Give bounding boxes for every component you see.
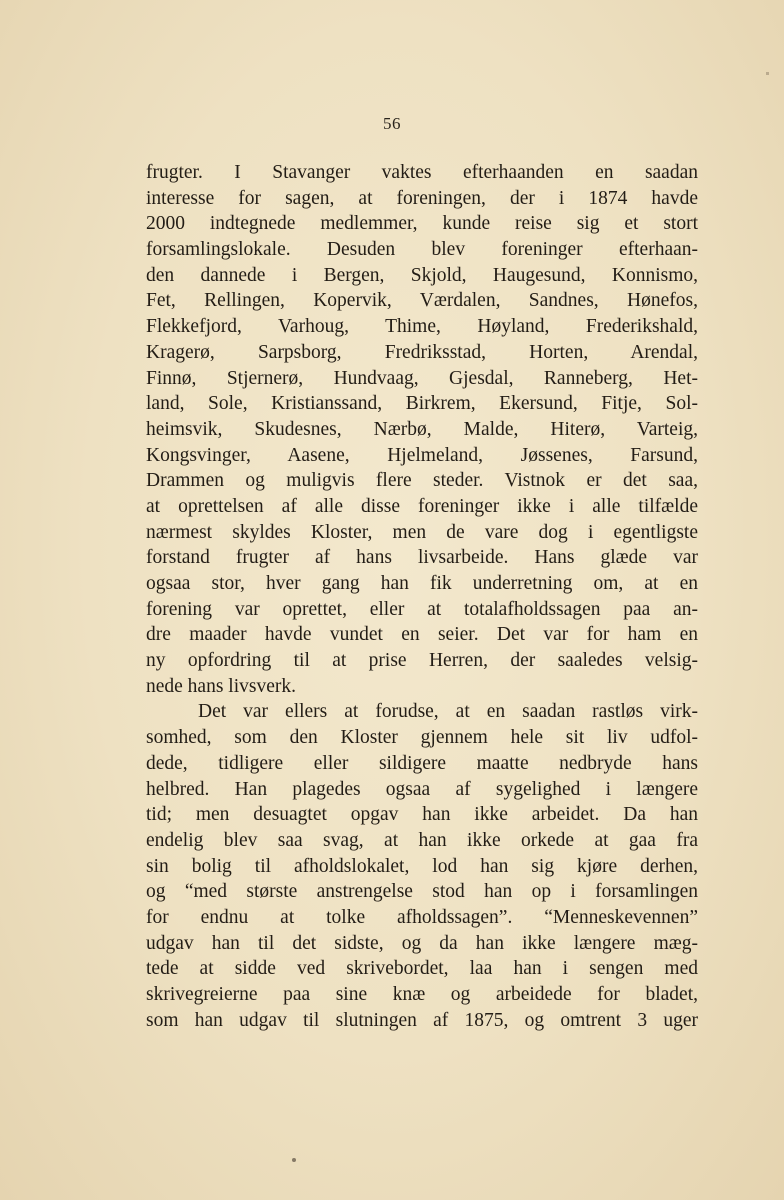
text-line: dre maader havde vundet en seier. Det var for ham en: [146, 624, 698, 646]
text-line: for endnu at tolke afholdssagen”. “Menneskevennen”: [146, 906, 698, 928]
page-number: 56: [383, 114, 401, 133]
text-line: den dannede i Bergen, Skjold, Haugesund, Konnismo,: [146, 264, 698, 286]
text-line: Kongsvinger, Aasene, Hjelmeland, Jøssenes, Farsund,: [146, 444, 698, 466]
text-line: frugter. I Stavanger vaktes efterhaanden en saadan: [146, 162, 698, 183]
text-line: land, Sole, Kristianssand, Birkrem, Ekersund, Fitje, Sol-: [146, 393, 698, 415]
text-line: Finnø, Stjernerø, Hundvaag, Gjesdal, Ranneberg, Het-: [146, 367, 698, 389]
text-line: somhed, som den Kloster gjennem hele sit liv udfol-: [146, 727, 698, 749]
text-line: forening var oprettet, eller at totalafholdssagen paa an-: [146, 598, 698, 620]
text-line: interesse for sagen, at foreningen, der i 1874 havde: [146, 187, 698, 209]
text-line: Kragerø, Sarpsborg, Fredriksstad, Horten, Arendal,: [146, 341, 698, 363]
text-line: helbred. Han plagedes ogsaa af sygelighed i længere: [146, 778, 698, 800]
text-line: Drammen og muligvis flere steder. Vistnok er det saa,: [146, 470, 698, 492]
text-line: udgav han til det sidste, og da han ikke længere mæg-: [146, 932, 698, 954]
text-line: endelig blev saa svag, at han ikke orkede at gaa fra: [146, 829, 698, 851]
text-line: tede at sidde ved skrivebordet, laa han i sengen med: [146, 958, 698, 980]
text-line: heimsvik, Skudesnes, Nærbø, Malde, Hiterø, Varteig,: [146, 418, 698, 440]
text-line: dede, tidligere eller sildigere maatte nedbryde hans: [146, 752, 698, 774]
text-line: forsamlingslokale. Desuden blev foreninger efterhaan-: [146, 239, 698, 261]
text-line: nærmest skyldes Kloster, men de vare dog i egentligste: [146, 521, 698, 543]
text-line: Flekkefjord, Varhoug, Thime, Høyland, Frederikshald,: [146, 316, 698, 338]
text-line: nede hans livsverk.: [146, 675, 297, 697]
text-line: forstand frugter af hans livsarbeide. Hans glæde var: [146, 547, 698, 569]
paragraph-first-line: Det var ellers at forudse, at en saadan rastløs virk-: [198, 701, 698, 723]
text-line: at oprettelsen af alle disse foreninger ikke i alle tilfælde: [146, 495, 698, 517]
text-line: tid; men desuagtet opgav han ikke arbeidet. Da han: [146, 804, 698, 826]
text-line: og “med største anstrengelse stod han op i forsamlingen: [146, 881, 698, 903]
paper-speck: [292, 1158, 296, 1162]
paper-speck: [766, 72, 769, 75]
text-line: ogsaa stor, hver gang han fik underretning om, at en: [146, 573, 698, 594]
text-line: 2000 indtegnede medlemmer, kunde reise sig et stort: [146, 213, 698, 235]
body-text: [146, 160, 698, 1033]
text-line: som han udgav til slutningen af 1875, og omtrent 3 uger: [146, 1009, 698, 1031]
text-line: ny opfordring til at prise Herren, der saaledes velsig-: [146, 650, 698, 672]
text-line: sin bolig til afholdslokalet, lod han sig kjøre derhen,: [146, 855, 698, 877]
text-line: skrivegreierne paa sine knæ og arbeidede for bladet,: [146, 984, 698, 1005]
text-line: Fet, Rellingen, Kopervik, Værdalen, Sandnes, Hønefos,: [146, 290, 698, 312]
